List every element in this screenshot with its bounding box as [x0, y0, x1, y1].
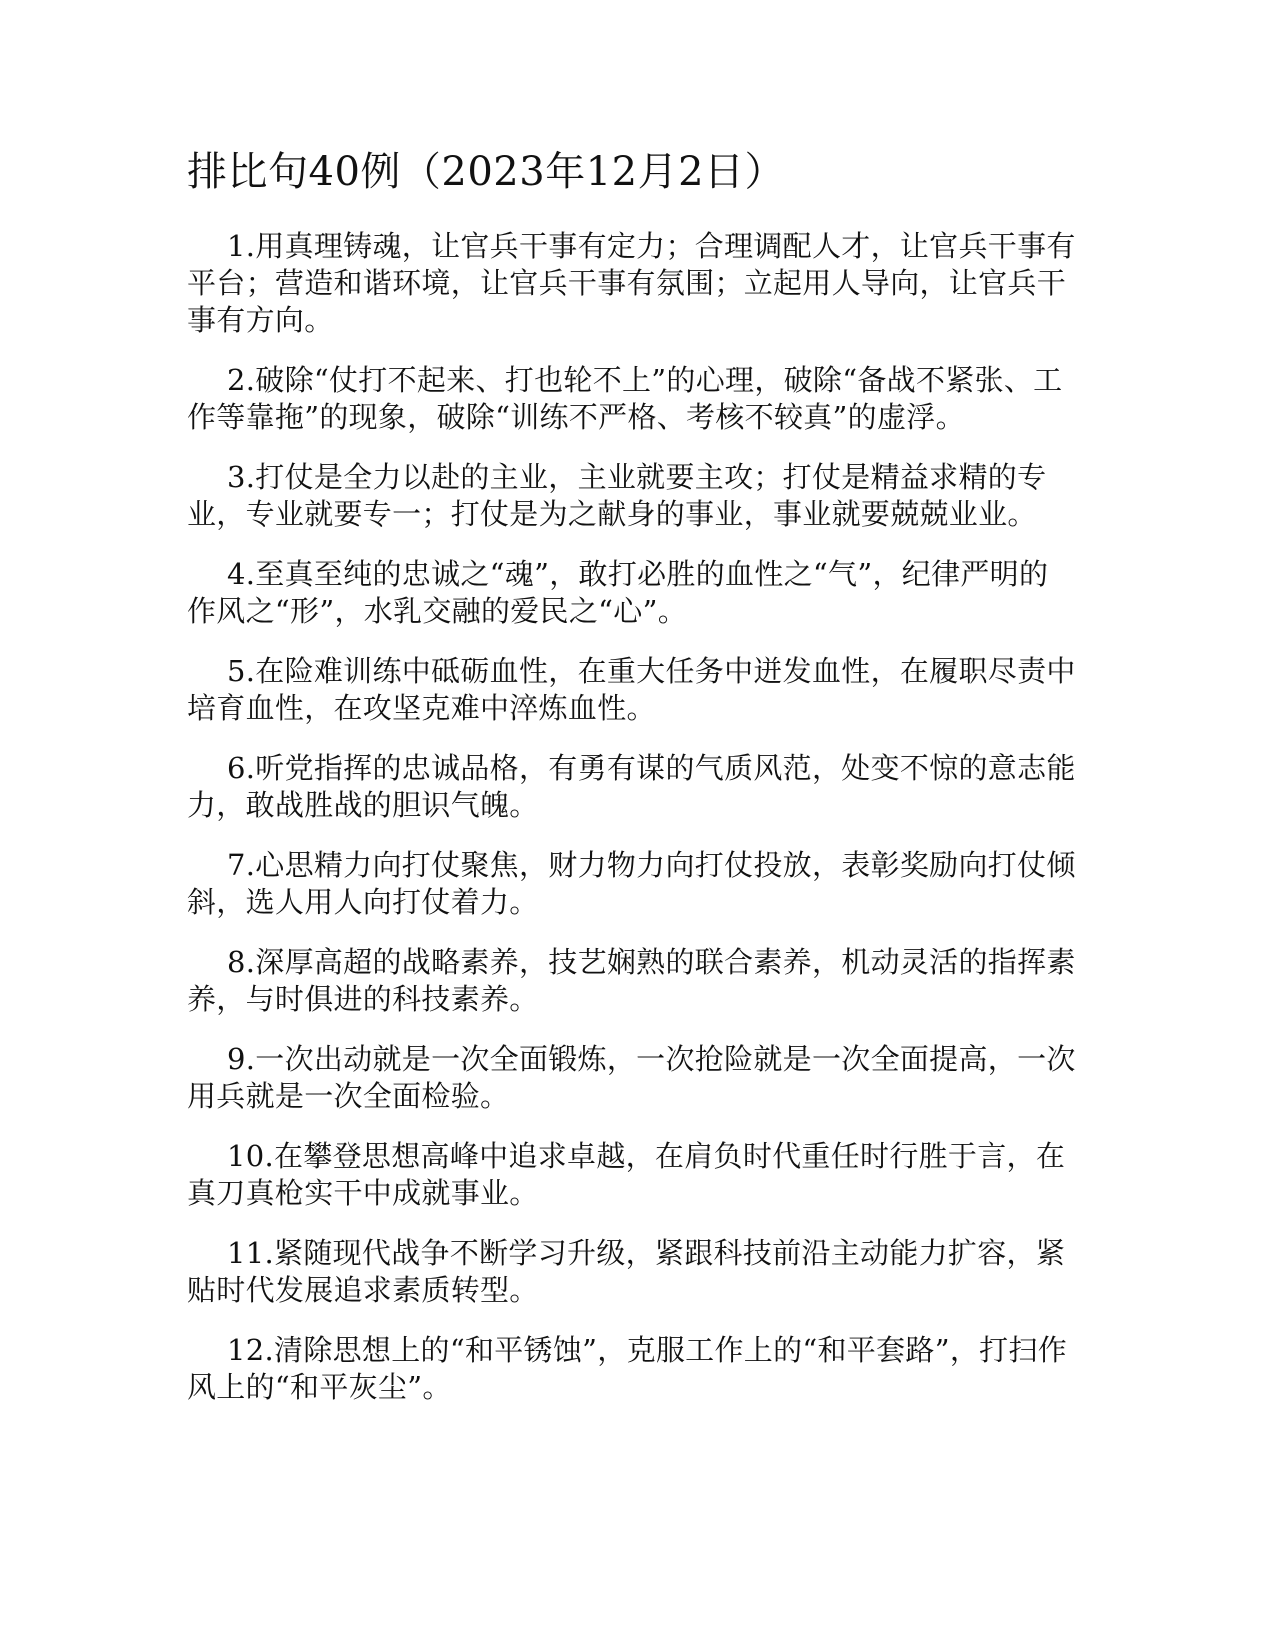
paragraph-12: 12.清除思想上的“和平锈蚀”，克服工作上的“和平套路”，打扫作风上的“和平灰尘”。 [187, 1333, 1068, 1404]
document-title: 排比句40例（2023年12月2日） [187, 149, 786, 195]
document-body [187, 228, 1077, 1429]
paragraph-8: 8.深厚高超的战略素养，技艺娴熟的联合素养，机动灵活的指挥素养，与时俱进的科技素养。 [187, 945, 1076, 1016]
paragraph-7: 7.心思精力向打仗聚焦，财力物力向打仗投放，表彰奖励向打仗倾斜，选人用人向打仗着力。 [187, 848, 1076, 919]
paragraph-6: 6.听党指挥的忠诚品格，有勇有谋的气质风范，处变不惊的意志能力，敢战胜战的胆识气魄。 [187, 751, 1076, 822]
paragraph-4: 4.至真至纯的忠诚之“魂”，敢打必胜的血性之“气”，纪律严明的作风之“形”，水乳交融的爱民之“心”。 [187, 557, 1049, 628]
paragraph-1: 1.用真理铸魂，让官兵干事有定力；合理调配人才，让官兵干事有平台；营造和谐环境，让官兵干事有氛围；立起用人导向，让官兵干事有方向。 [187, 229, 1076, 337]
paragraph-10: 10.在攀登思想高峰中追求卓越，在肩负时代重任时行胜于言，在真刀真枪实干中成就事业。 [187, 1139, 1066, 1210]
paragraph-3: 3.打仗是全力以赴的主业，主业就要主攻；打仗是精益求精的专业，专业就要专一；打仗是为之献身的事业，事业就要兢兢业业。 [187, 460, 1047, 531]
paragraph-5: 5.在险难训练中砥砺血性，在重大任务中迸发血性，在履职尽责中培育血性，在攻坚克难中淬炼血性。 [187, 654, 1076, 725]
paragraph-11: 11.紧随现代战争不断学习升级，紧跟科技前沿主动能力扩容，紧贴时代发展追求素质转型。 [187, 1236, 1066, 1307]
paragraph-9: 9.一次出动就是一次全面锻炼，一次抢险就是一次全面提高，一次用兵就是一次全面检验。 [187, 1042, 1076, 1113]
paragraph-2: 2.破除“仗打不起来、打也轮不上”的心理，破除“备战不紧张、工作等靠拖”的现象，破除“训练不严格、考核不较真”的虚浮。 [187, 363, 1063, 434]
